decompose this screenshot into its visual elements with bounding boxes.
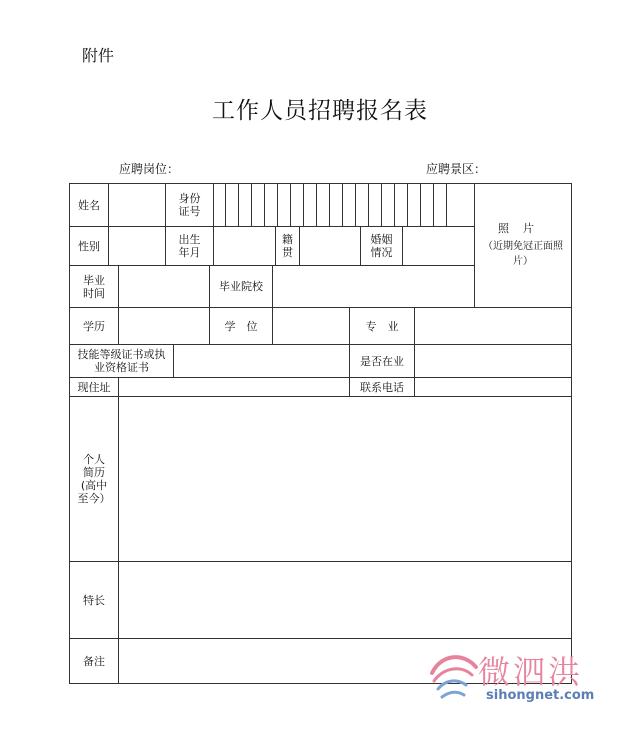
resume-field[interactable] [119, 397, 571, 562]
remark-label: 备注 [70, 639, 119, 683]
native-place-field[interactable] [300, 227, 361, 266]
registration-form-table [69, 183, 572, 684]
photo-title: 照片 [498, 222, 548, 235]
id-digit-box[interactable] [421, 184, 434, 227]
marriage-label: 婚姻 情况 [361, 227, 403, 266]
id-digit-box[interactable] [252, 184, 265, 227]
phone-label: 联系电话 [350, 378, 415, 397]
id-digit-box[interactable] [434, 184, 447, 227]
page-title: 工作人员招聘报名表 [212, 98, 428, 124]
gender-field[interactable] [109, 227, 166, 266]
id-digit-box[interactable] [369, 184, 382, 227]
birth-field[interactable] [214, 227, 276, 266]
graduation-time-label: 毕业 时间 [70, 266, 119, 308]
graduation-time-field[interactable] [119, 266, 210, 308]
id-digit-box[interactable] [447, 184, 475, 227]
id-digit-box[interactable] [304, 184, 317, 227]
id-digit-box[interactable] [330, 184, 343, 227]
name-label: 姓名 [70, 184, 109, 227]
id-digit-box[interactable] [395, 184, 408, 227]
id-digit-box[interactable] [226, 184, 239, 227]
degree-label: 学 位 [210, 308, 273, 345]
specialty-label: 特长 [70, 562, 119, 639]
applied-scenic-area-label: 应聘景区： [426, 162, 487, 176]
address-label: 现住址 [70, 378, 119, 397]
watermark-brand: 微泗洪 [478, 653, 584, 691]
phone-field[interactable] [415, 378, 571, 397]
name-field[interactable] [109, 184, 166, 227]
id-digit-box[interactable] [214, 184, 226, 227]
education-label: 学历 [70, 308, 119, 345]
education-field[interactable] [119, 308, 210, 345]
gender-label: 性别 [70, 227, 109, 266]
birth-label: 出生 年月 [166, 227, 214, 266]
graduation-school-label: 毕业院校 [210, 266, 273, 308]
id-digit-box[interactable] [343, 184, 356, 227]
attachment-label: 附件 [82, 46, 115, 65]
id-number-label: 身份 证号 [166, 184, 214, 227]
id-digit-box[interactable] [265, 184, 278, 227]
specialty-field[interactable] [119, 562, 571, 639]
major-label: 专 业 [350, 308, 415, 345]
applied-post-label: 应聘岗位： [119, 162, 180, 176]
address-field[interactable] [119, 378, 350, 397]
id-digit-box[interactable] [239, 184, 252, 227]
id-digit-box[interactable] [356, 184, 369, 227]
certificate-label: 技能等级证书或执业资格证书 [70, 345, 174, 378]
graduation-school-field[interactable] [273, 266, 475, 308]
id-digit-box[interactable] [291, 184, 304, 227]
id-digit-box[interactable] [382, 184, 395, 227]
id-digit-box[interactable] [317, 184, 330, 227]
certificate-field[interactable] [174, 345, 350, 378]
photo-area[interactable] [475, 184, 571, 308]
degree-field[interactable] [273, 308, 350, 345]
id-digit-box[interactable] [408, 184, 421, 227]
id-digit-box[interactable] [278, 184, 291, 227]
photo-note: （近期免冠正面照片） [483, 241, 563, 267]
resume-label: 个人 简历 (高中 至今） [70, 397, 119, 562]
native-place-label: 籍 贯 [276, 227, 300, 266]
employment-status-field[interactable] [415, 345, 571, 378]
marriage-field[interactable] [403, 227, 475, 266]
watermark-domain: sihongnet.com [486, 688, 595, 703]
employment-status-label: 是否在业 [350, 345, 415, 378]
major-field[interactable] [415, 308, 571, 345]
